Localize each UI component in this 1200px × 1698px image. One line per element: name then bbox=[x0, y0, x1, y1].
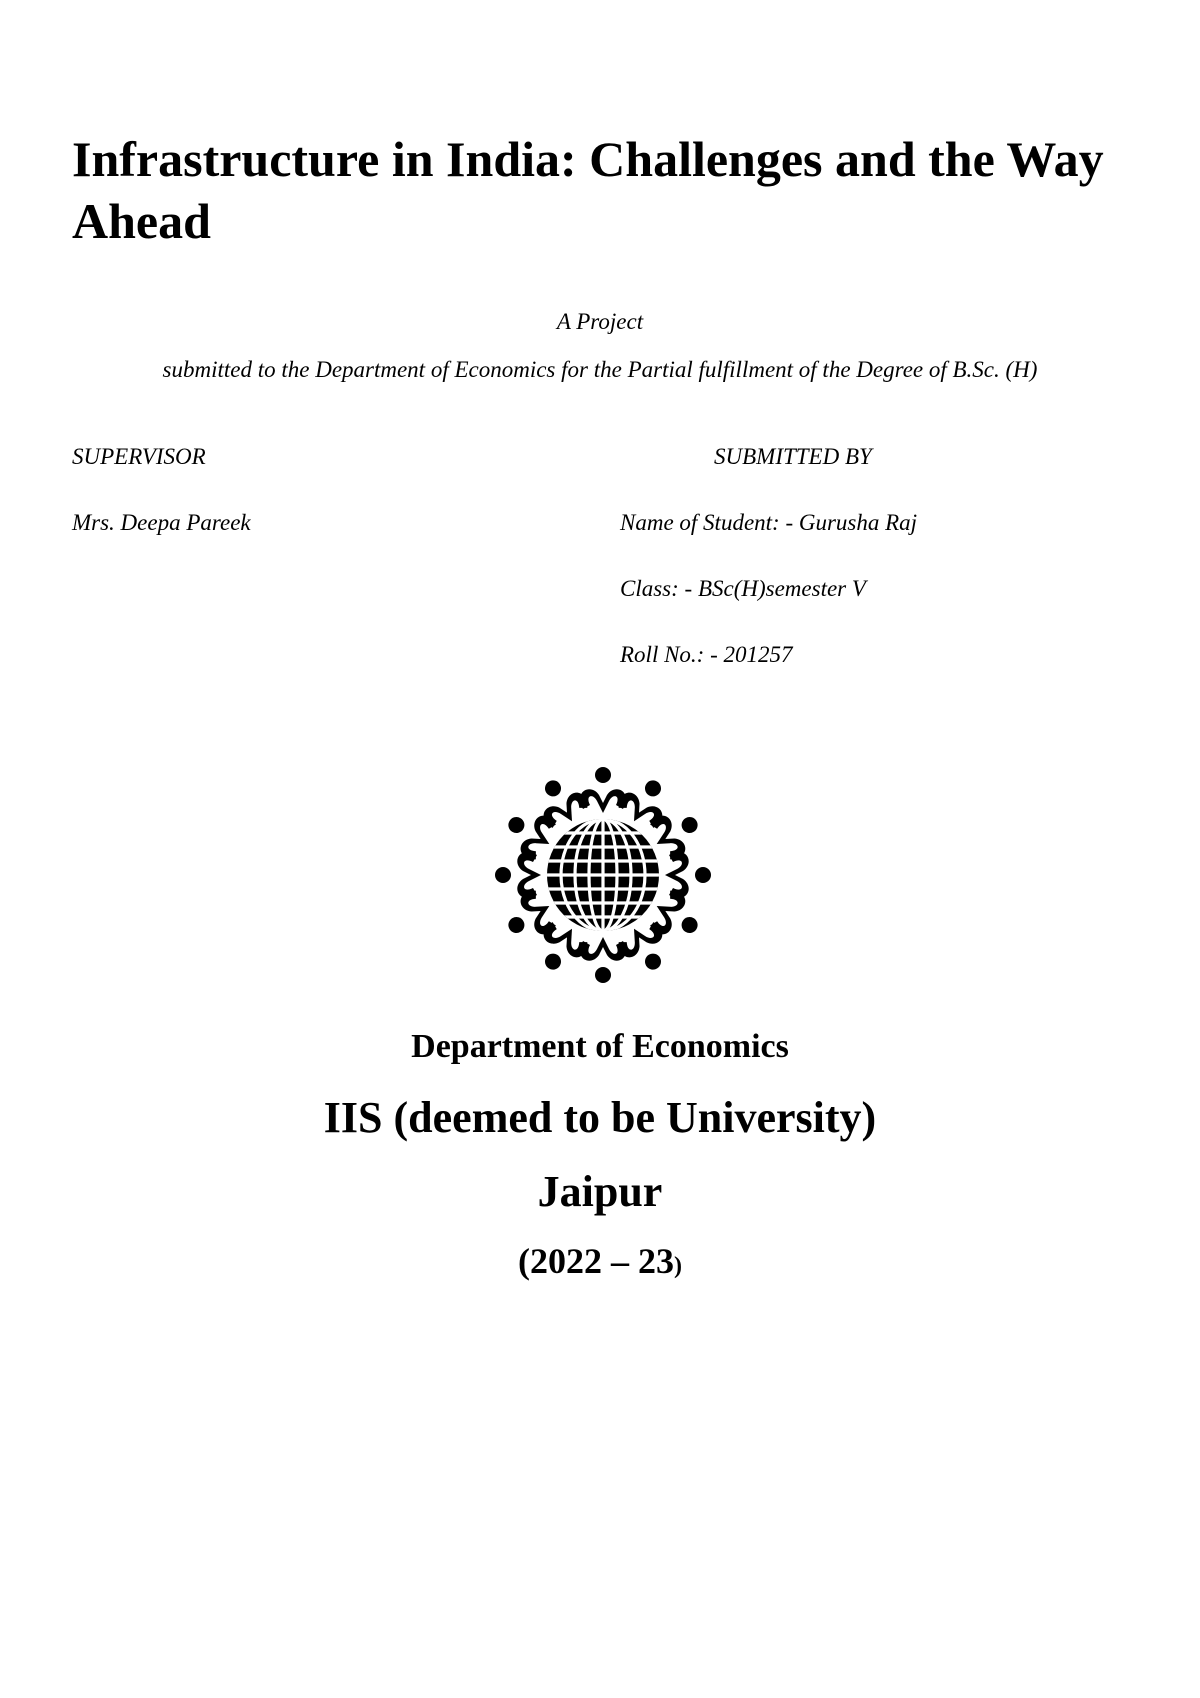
academic-session-close: ) bbox=[674, 1253, 682, 1279]
city-name: Jaipur bbox=[537, 1167, 663, 1216]
student-class: Class: - BSc(H)semester V bbox=[620, 576, 866, 601]
student-name: Name of Student: - Gurusha Raj bbox=[620, 510, 918, 535]
supervisor-label: SUPERVISOR bbox=[72, 444, 206, 469]
university-emblem-globe-icon bbox=[488, 760, 718, 990]
department-name: Department of Economics bbox=[411, 1028, 789, 1065]
university-name: IIS (deemed to be University) bbox=[323, 1093, 877, 1142]
emblem-globe bbox=[543, 815, 663, 935]
supervisor-name: Mrs. Deepa Pareek bbox=[72, 510, 251, 535]
project-subtitle: A Project bbox=[556, 309, 644, 334]
academic-session-years: (2022 – 23 bbox=[518, 1241, 674, 1281]
submitted-by-label: SUBMITTED BY bbox=[714, 444, 872, 469]
roll-number: Roll No.: - 201257 bbox=[620, 642, 793, 667]
academic-session bbox=[0, 1240, 1200, 1282]
project-title: Infrastructure in India: Challenges and the Way Ahead bbox=[72, 131, 1104, 249]
submission-statement: submitted to the Department of Economics for the Partial fulfillment of the Degree of B.Sc. (H) bbox=[162, 357, 1038, 382]
